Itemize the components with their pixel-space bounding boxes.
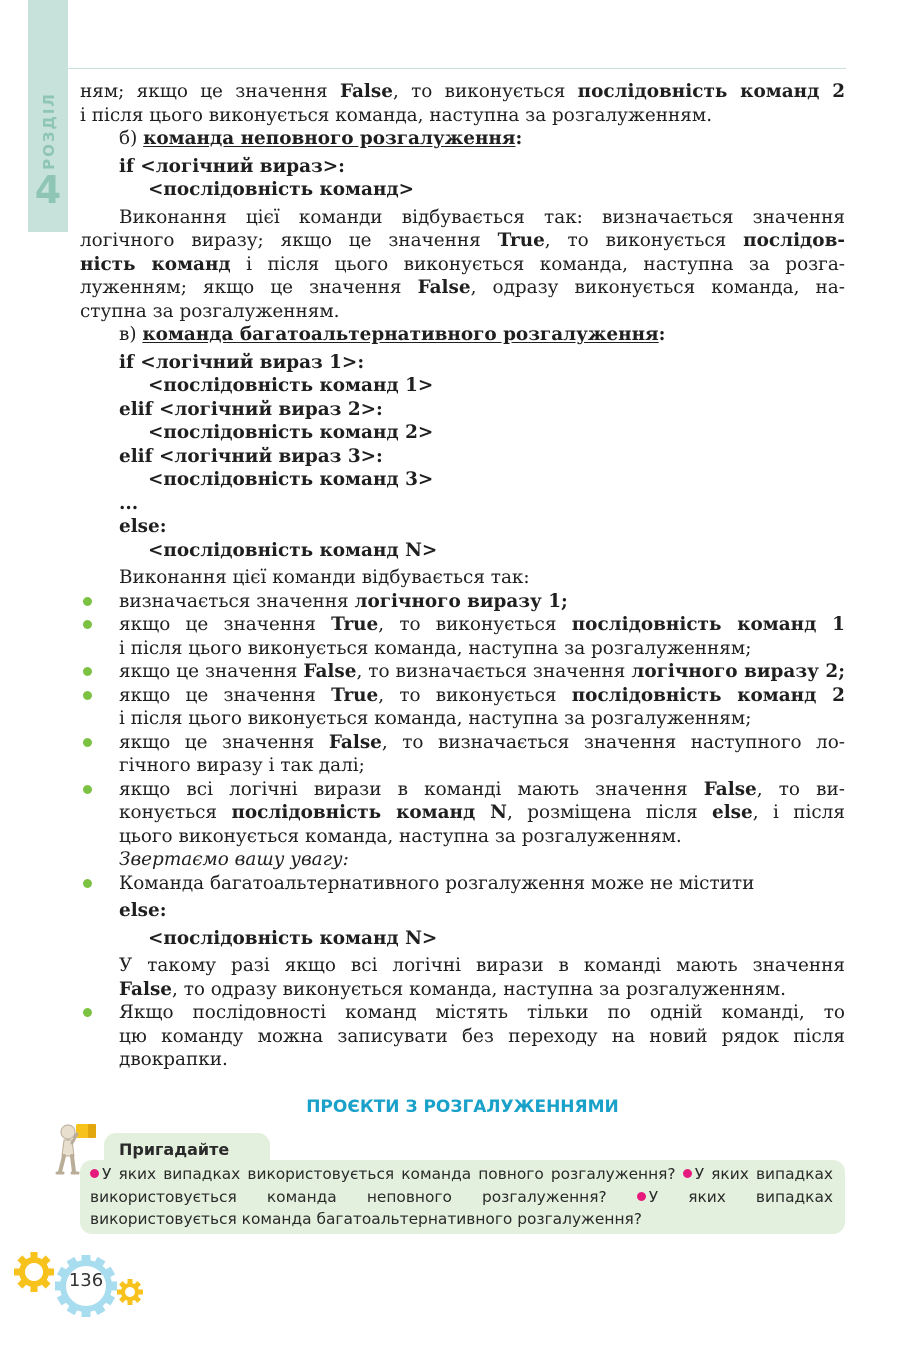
text-line: луженням; якщо це значення False, одразу виконується команда, на-	[80, 277, 845, 298]
code-line: <послідовність команд 1>	[148, 375, 434, 396]
text-line: логічного виразу; якщо це значення True, то виконується послідов-	[80, 230, 845, 251]
code-line: else:	[119, 516, 167, 537]
top-divider	[68, 68, 846, 69]
text-line: і після цього виконується команда, наступна за розгалуженням;	[119, 637, 752, 659]
thinking-figure-icon	[54, 1120, 100, 1176]
text-line: і після цього виконується команда, наступна за розгалуженням;	[119, 708, 752, 729]
text-line: False, то одразу виконується команда, наступна за розгалуженням.	[119, 978, 786, 1000]
list-item: Якщо послідовності команд містять тільки по одній команді, то	[80, 1001, 845, 1025]
bullet-icon	[83, 620, 92, 629]
chapter-label-text: РОЗДІЛ	[40, 92, 58, 170]
text-line: двокрапки.	[119, 1049, 228, 1070]
bullet-icon	[83, 691, 92, 700]
section-heading: ПРОЄКТИ З РОЗГАЛУЖЕННЯМИ	[306, 1097, 619, 1117]
bullet-icon	[83, 879, 92, 888]
subheading-b: б) команда неповного розгалуження:	[119, 128, 523, 149]
bullet-icon	[83, 597, 92, 606]
list-item: якщо це значення True, то виконується послідовність команд 1	[80, 613, 845, 637]
code-line: <послідовність команд>	[148, 179, 415, 200]
list-item: якщо всі логічні вирази в команді мають значення False, то ви-	[80, 778, 845, 802]
list-item: якщо це значення True, то виконується послідовність команд 2	[80, 684, 845, 708]
text-line: цього виконується команда, наступна за розгалуженням.	[119, 825, 682, 847]
page-number: 136	[68, 1270, 104, 1291]
bullet-icon	[637, 1192, 646, 1201]
text-line: ступна за розгалуженням.	[80, 300, 340, 322]
code-line: if <логічний вираз>:	[119, 155, 345, 177]
text-line: цю команду можна записувати без переходу на новий рядок після	[119, 1025, 845, 1047]
bullet-icon	[83, 1008, 92, 1017]
code-line: elif <логічний вираз 2>:	[119, 398, 383, 420]
code-line: <послідовність команд N>	[148, 539, 438, 561]
code-line: else:	[119, 900, 167, 921]
code-line: <послідовність команд N>	[148, 927, 438, 949]
main-text	[80, 80, 845, 1072]
text-line: Виконання цієї команди відбувається так:	[119, 567, 530, 588]
text-line: ність команд і після цього виконується команда, наступна за розга-	[80, 253, 845, 275]
bullet-icon	[83, 785, 92, 794]
code-line: ...	[119, 492, 139, 514]
reminder-title: Пригадайте	[119, 1140, 230, 1159]
chapter-number: 4	[34, 168, 62, 212]
list-item: визначається значення логічного виразу 1;	[80, 590, 845, 614]
bullet-icon	[83, 738, 92, 747]
reminder-question: У яких випадках використовується команда багатоальтернативного розгалуження?	[90, 1187, 833, 1228]
text-line: У такому разі якщо всі логічні вирази в команді мають значення	[119, 955, 845, 976]
chapter-label	[38, 86, 60, 176]
list-item: Команда багатоальтернативного розгалуження може не містити	[80, 872, 845, 896]
code-line: <послідовність команд 2>	[148, 422, 434, 443]
text-line: конується послідовність команд N, розміщена після else, і після	[119, 802, 845, 823]
reminder-text	[90, 1163, 833, 1231]
reminder-question: У яких випадках використовується команда неповного розгалуження?	[90, 1165, 833, 1206]
bullet-icon	[83, 667, 92, 676]
list-item: якщо це значення False, то визначається значення логічного виразу 2;	[80, 660, 845, 684]
subheading-v: в) команда багатоальтернативного розгалуження:	[119, 324, 666, 345]
code-line: if <логічний вираз 1>:	[119, 351, 365, 373]
bullet-icon	[683, 1169, 692, 1178]
text-line: гічного виразу і так далі;	[119, 755, 365, 776]
text-line: ням; якщо це значення False, то виконується послідовність команд 2	[80, 81, 845, 102]
list-item: якщо це значення False, то визначається значення наступного ло-	[80, 731, 845, 755]
reminder-question: У яких випадках використовується команда повного розгалуження?	[102, 1165, 676, 1183]
attention-note: Звертаємо вашу увагу:	[119, 849, 349, 870]
text-line: Виконання цієї команди відбувається так: визначається значення	[119, 206, 845, 228]
code-line: <послідовність команд 3>	[148, 469, 434, 490]
text-line: і після цього виконується команда, наступна за розгалуженням.	[80, 104, 713, 126]
code-line: elif <логічний вираз 3>:	[119, 445, 383, 467]
